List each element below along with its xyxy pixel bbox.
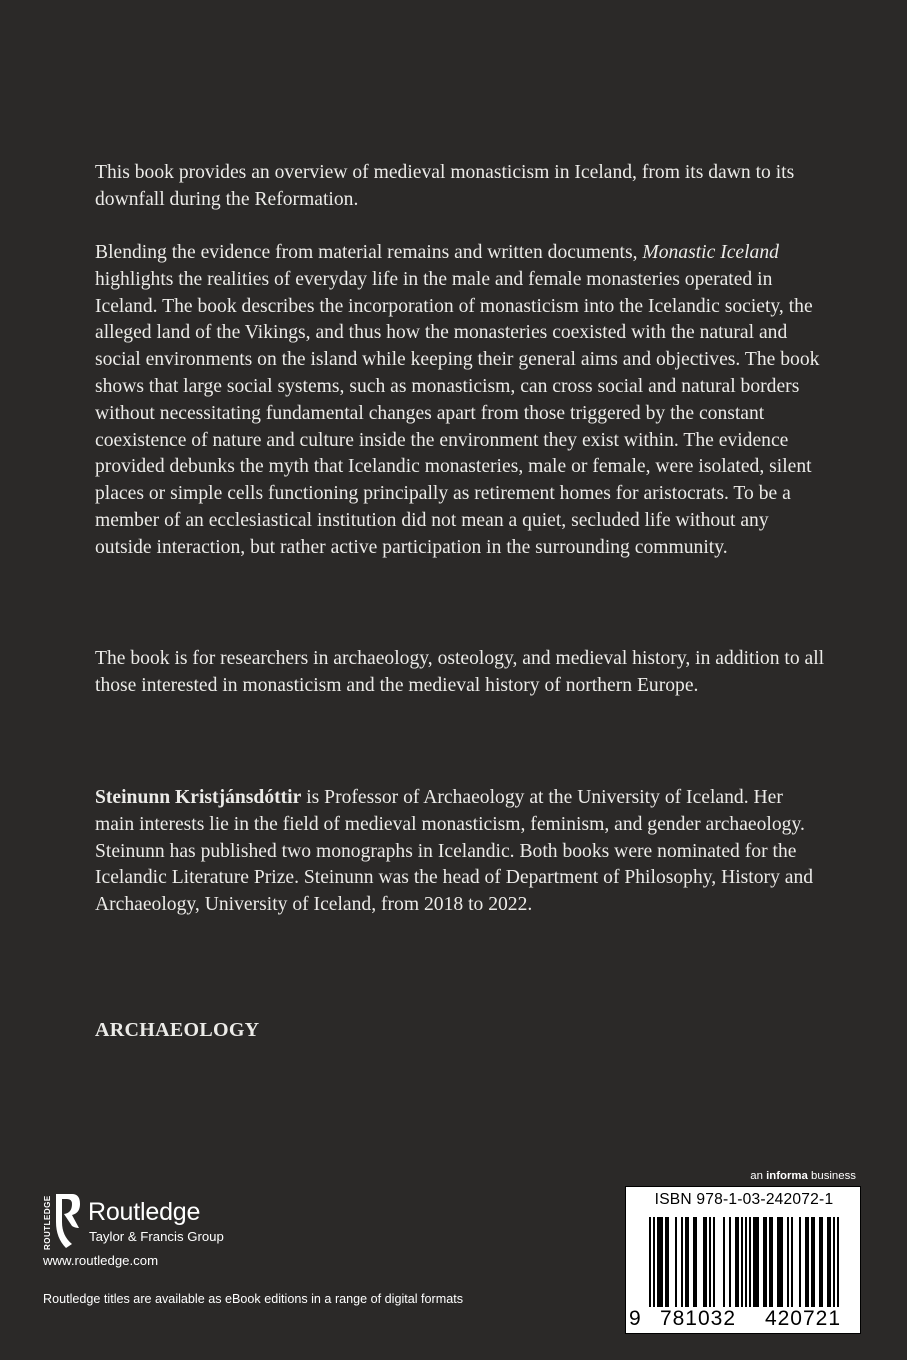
barcode-bar — [765, 1217, 767, 1307]
barcode-bar — [791, 1217, 793, 1307]
logo-r-shape — [56, 1194, 80, 1248]
barcode-bar — [693, 1217, 695, 1307]
barcode-bar — [675, 1217, 677, 1307]
barcode-bar — [813, 1217, 815, 1307]
barcode-bar — [659, 1217, 661, 1307]
informa-suffix: business — [811, 1170, 856, 1182]
barcode-bar — [807, 1217, 809, 1307]
barcode-digit-first: 9 — [629, 1307, 641, 1330]
logo-vertical-text: ROUTLEDGE — [43, 1195, 52, 1250]
barcode-bar — [653, 1217, 655, 1317]
barcode-bar — [661, 1217, 663, 1307]
barcode-bar — [799, 1217, 801, 1307]
publisher-group: Taylor & Francis Group — [89, 1229, 224, 1244]
description-paragraph-2 — [95, 240, 825, 562]
description-paragraph-1: This book provides an overview of medieval monasticism in Iceland, from its dawn to its downfall during the Reformation. — [95, 162, 795, 210]
barcode-bar — [787, 1217, 789, 1307]
barcode-bar — [833, 1217, 835, 1317]
book-title-italic: Monastic Iceland — [642, 242, 779, 263]
barcode-bar — [757, 1217, 759, 1307]
barcode-digits-right: 420721 — [753, 1307, 853, 1331]
barcode-bar — [685, 1217, 687, 1307]
barcode-bar — [735, 1217, 737, 1307]
informa-business-tag — [750, 1170, 856, 1182]
barcode-bar — [779, 1217, 781, 1307]
barcode-bar — [837, 1217, 839, 1317]
isbn-barcode — [625, 1186, 861, 1334]
publisher-name: Routledge — [88, 1198, 201, 1226]
barcode-digits — [626, 1307, 862, 1333]
routledge-logo-icon — [42, 1192, 82, 1250]
barcode-bar — [723, 1217, 725, 1307]
subject-category: ARCHAEOLOGY — [95, 1019, 260, 1041]
ebook-availability-note: Routledge titles are available as eBook editions in a range of digital formats — [43, 1292, 464, 1306]
barcode-bar — [745, 1217, 747, 1317]
barcode-bar — [771, 1217, 773, 1307]
barcode-bar — [805, 1217, 807, 1307]
barcode-bar — [681, 1217, 683, 1307]
barcode-bar — [821, 1217, 823, 1307]
barcode-bar — [741, 1217, 743, 1317]
description-p2-lead: Blending the evidence from material remains and written documents, — [95, 242, 638, 263]
barcode-bar — [649, 1217, 651, 1317]
isbn-label: ISBN 978-1-03-242072-1 — [654, 1191, 834, 1208]
barcode-bar — [709, 1217, 711, 1307]
author-bio-text: is Professor of Archaeology at the University of Iceland. Her main interests lie in the field of medieval monasticism, feminism, and gender archaeology. Steinunn has published two monographs in Icelandic. Both books were nominated for the Icelandic Literature Prize. Steinunn was the head of Department of Philosophy, History and Archaeology, University of Iceland, from 2018 to 2022. — [95, 787, 814, 916]
author-name: Steinunn Kristjánsdóttir — [95, 787, 302, 808]
barcode-bar — [811, 1217, 813, 1307]
barcode-bar — [829, 1217, 831, 1307]
barcode-bar — [753, 1217, 755, 1307]
publisher-url[interactable]: www.routledge.com — [43, 1253, 159, 1268]
barcode-bar — [657, 1217, 659, 1307]
barcode-digits-left: 781032 — [648, 1307, 748, 1331]
barcode-bar — [755, 1217, 757, 1307]
barcode-bar — [769, 1217, 771, 1307]
barcode-bar — [763, 1217, 765, 1307]
publisher-logo-block — [42, 1192, 342, 1252]
barcode-bar — [665, 1217, 667, 1307]
description-p2-body: highlights the realities of everyday life in the male and female monasteries operated in Iceland. The book describes the incorporation of monasticism into the Icelandic society, the alleged land of the Vikings, and thus how the monasteries coexisted with the natural and social environments on the island while keeping their general aims and objectives. The book shows that large social systems, such as monasticism, can cross social and natural borders without necessitating fundamental changes apart from those triggered by the constant coexistence of nature and culture inside the environment they exist within. The evidence provided debunks the myth that Icelandic monasteries, male or female, were isolated, silent places or simple cells functioning principally as retirement homes for aristocrats. To be a member of an ecclesiastical institution did not mean a quiet, secluded life without any outside interaction, but rather active participation in the surrounding community. — [95, 268, 820, 558]
barcode-bar — [695, 1217, 697, 1307]
barcode-bar — [781, 1217, 783, 1307]
barcode-bar — [827, 1217, 829, 1307]
barcode-bar — [819, 1217, 821, 1307]
barcode-bars — [626, 1217, 862, 1319]
barcode-bar — [729, 1217, 731, 1307]
barcode-bar — [737, 1217, 739, 1307]
informa-prefix: an — [750, 1170, 763, 1182]
description-paragraph-3: The book is for researchers in archaeology, osteology, and medieval history, in addition to all those interested in monasticism and the medieval history of northern Europe. — [95, 648, 825, 696]
barcode-bar — [703, 1217, 705, 1307]
informa-brand: informa — [766, 1170, 808, 1182]
barcode-bar — [749, 1217, 751, 1307]
barcode-bar — [713, 1217, 715, 1307]
author-bio — [95, 785, 825, 919]
barcode-bar — [687, 1217, 689, 1307]
barcode-bar — [777, 1217, 779, 1307]
barcode-bar — [667, 1217, 669, 1307]
barcode-bar — [705, 1217, 707, 1307]
